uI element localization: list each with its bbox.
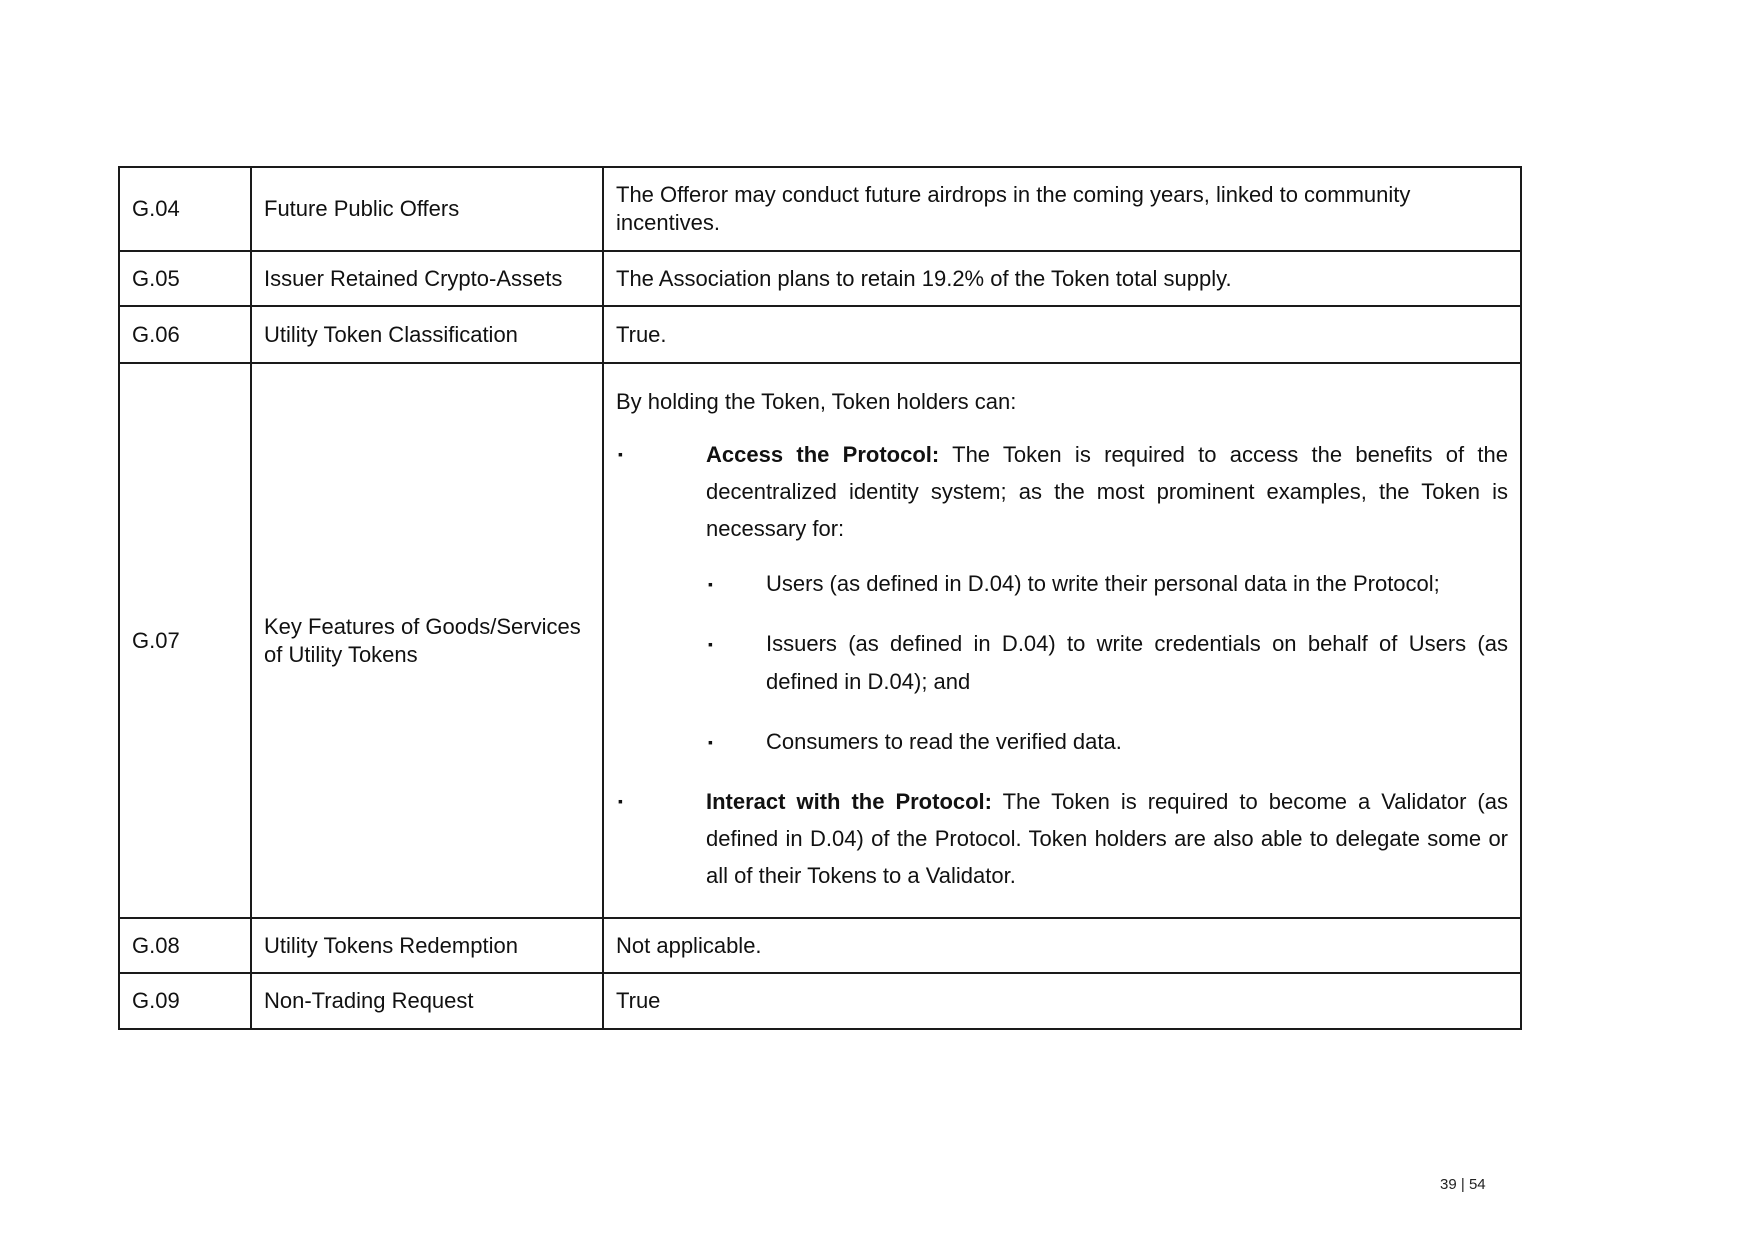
bullet-square-icon: ▪ (618, 792, 623, 809)
row-value: True (603, 973, 1521, 1029)
table-row (119, 973, 1521, 1029)
sub-bullet-issuers (616, 625, 1508, 701)
row-id: G.09 (119, 973, 251, 1029)
features-intro: By holding the Token, Token holders can: (616, 388, 1017, 414)
row-id: G.05 (119, 251, 251, 306)
row-value (603, 363, 1521, 918)
table-row (119, 251, 1521, 306)
row-field: Issuer Retained Crypto-Assets (251, 251, 603, 306)
feature-bullet-access (616, 436, 1508, 547)
row-field: Non-Trading Request (251, 973, 603, 1029)
table-row (119, 306, 1521, 363)
row-id: G.08 (119, 918, 251, 973)
bullet-square-icon: ▪ (618, 445, 623, 462)
sub-bullet-users (616, 565, 1508, 603)
row-field: Utility Tokens Redemption (251, 918, 603, 973)
page-total: 54 (1468, 1176, 1486, 1193)
bullet-square-icon: ▪ (708, 575, 713, 592)
sub-bullet-text: Issuers (as defined in D.04) to write credentials on behalf of Users (as defined in D.04); and (766, 630, 1508, 694)
sub-bullet-consumers (616, 723, 1508, 761)
page-number (1440, 1176, 1486, 1193)
row-id: G.06 (119, 306, 251, 363)
row-field: Future Public Offers (251, 167, 603, 251)
page-current: 39 (1440, 1176, 1457, 1193)
bullet-title: Access the Protocol: (706, 441, 940, 467)
row-field: Utility Token Classification (251, 306, 603, 363)
table-row (119, 918, 1521, 973)
table-row (119, 363, 1521, 918)
row-value: The Association plans to retain 19.2% of the Token total supply. (603, 251, 1521, 306)
page-separator: | (1460, 1176, 1465, 1193)
bullet-square-icon: ▪ (708, 635, 713, 652)
bullet-title: Interact with the Protocol: (706, 788, 992, 814)
row-value: True. (603, 306, 1521, 363)
bullet-text: The Token is required to become a Validator (as defined in D.04) of the Protocol. Token holders are also able to delegate some or all of their Tokens to a Validator. (706, 788, 1508, 888)
row-value: The Offeror may conduct future airdrops in the coming years, linked to community incentives. (603, 167, 1521, 251)
sub-bullet-text: Consumers to read the verified data. (766, 728, 1122, 754)
disclosure-table (118, 166, 1522, 1030)
bullet-square-icon: ▪ (708, 733, 713, 750)
table-row (119, 167, 1521, 251)
feature-bullet-interact (616, 783, 1508, 894)
sub-bullet-text: Users (as defined in D.04) to write their personal data in the Protocol; (766, 570, 1440, 596)
row-id: G.07 (119, 363, 251, 918)
bullet-text: The Token is required to access the benefits of the decentralized identity system; as the most prominent examples, the Token is necessary for: (706, 441, 1509, 541)
row-field: Key Features of Goods/Services of Utility Tokens (251, 363, 603, 918)
row-value: Not applicable. (603, 918, 1521, 973)
row-id: G.04 (119, 167, 251, 251)
